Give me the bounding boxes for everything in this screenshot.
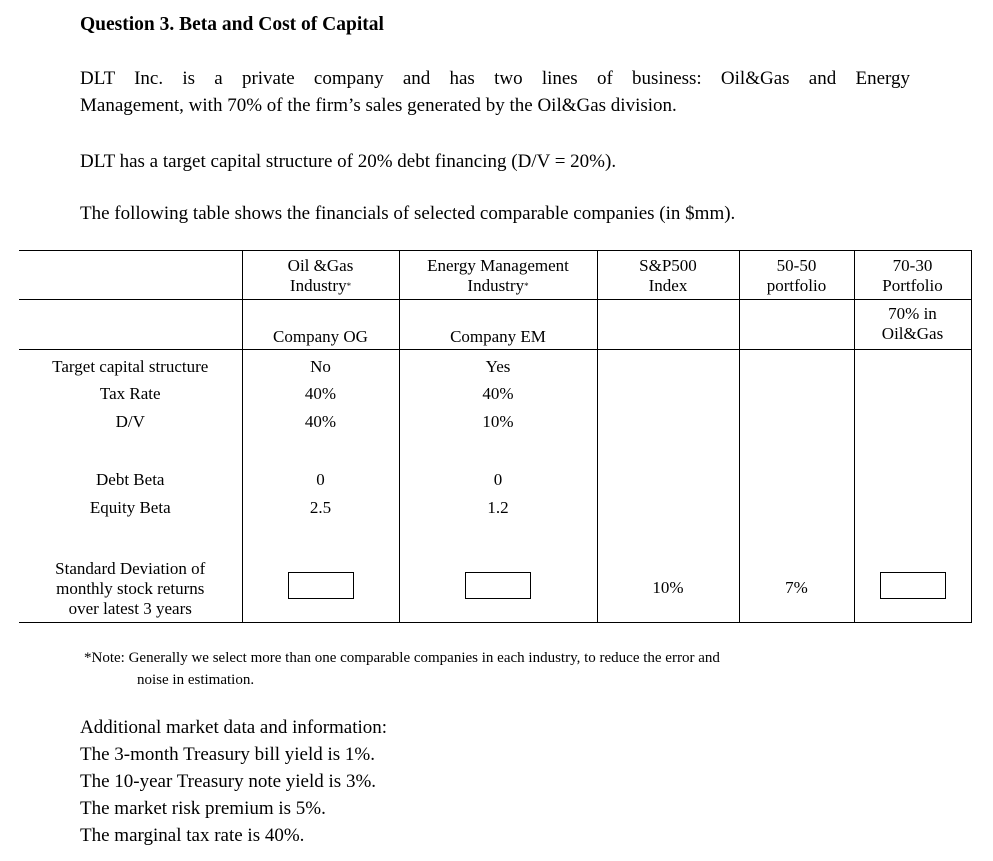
table-intro-text: The following table shows the financials of selected comparable companies (in $mm). xyxy=(80,203,736,224)
row-label: Standard Deviation of monthly stock returns over latest 3 years xyxy=(19,555,242,623)
answer-box-og[interactable] xyxy=(288,572,354,599)
subheader-empty-5050 xyxy=(739,300,854,350)
row-equity-beta xyxy=(19,492,971,555)
header-energy-management: Energy Management Industry* xyxy=(399,251,597,300)
cell-og: 2.5 xyxy=(242,492,399,555)
intro-line-2: Management, with 70% of the firm’s sales generated by the Oil&Gas division. xyxy=(80,95,677,116)
cell-em: 1.2 xyxy=(399,492,597,555)
answer-box-70-30[interactable] xyxy=(880,572,946,599)
cell-em: Yes xyxy=(399,350,597,378)
header-50-50-portfolio: 50-50 portfolio xyxy=(739,251,854,300)
cell-og: 40% xyxy=(242,406,399,464)
financials-table xyxy=(19,250,972,623)
row-label: Equity Beta xyxy=(19,492,242,555)
cell-em: 40% xyxy=(399,378,597,406)
intro-line-1: DLT Inc. is a private company and has two lines of business: Oil&Gas and Energy xyxy=(80,68,910,89)
row-label: Target capital structure xyxy=(19,350,242,378)
row-label: D/V xyxy=(19,406,242,464)
note-line-1: *Note: Generally we select more than one comparable companies in each industry, to reduce the error and xyxy=(84,650,720,666)
tbill-yield: The 3-month Treasury bill yield is 1%. xyxy=(80,744,376,765)
capital-structure-text: DLT has a target capital structure of 20% debt financing (D/V = 20%). xyxy=(80,151,617,172)
subheader-company-og: Company OG xyxy=(242,300,399,350)
header-row xyxy=(19,251,971,300)
cell-og: 40% xyxy=(242,378,399,406)
answer-box-em[interactable] xyxy=(465,572,531,599)
row-standard-deviation xyxy=(19,555,971,623)
row-target-capital-structure xyxy=(19,350,971,378)
subheader-company-em: Company EM xyxy=(399,300,597,350)
row-tax-rate xyxy=(19,378,971,406)
header-sp500: S&P500 Index xyxy=(597,251,739,300)
subheader-empty-sp xyxy=(597,300,739,350)
header-70-30-portfolio: 70-30 Portfolio xyxy=(854,251,971,300)
tnote-yield: The 10-year Treasury note yield is 3%. xyxy=(80,771,377,792)
cell-em: 0 xyxy=(399,464,597,492)
subheader-empty-cell xyxy=(19,300,242,350)
cell-og xyxy=(242,555,399,623)
row-label: Tax Rate xyxy=(19,378,242,406)
cell-og: 0 xyxy=(242,464,399,492)
cell-em xyxy=(399,555,597,623)
row-dv xyxy=(19,406,971,464)
page-title: Question 3. Beta and Cost of Capital xyxy=(80,14,384,35)
row-debt-beta xyxy=(19,464,971,492)
row-label: Debt Beta xyxy=(19,464,242,492)
subheader-row xyxy=(19,300,971,350)
header-oil-gas: Oil &Gas Industry* xyxy=(242,251,399,300)
cell-50-50: 7% xyxy=(739,555,854,623)
cell-em: 10% xyxy=(399,406,597,464)
cell-70-30 xyxy=(854,555,971,623)
cell-og: No xyxy=(242,350,399,378)
note-line-2: noise in estimation. xyxy=(137,672,255,688)
header-empty-cell xyxy=(19,251,242,300)
subheader-70-in-oilgas: 70% in Oil&Gas xyxy=(854,300,971,350)
additional-heading: Additional market data and information: xyxy=(80,717,388,738)
cell-sp500: 10% xyxy=(597,555,739,623)
marginal-tax-rate: The marginal tax rate is 40%. xyxy=(80,825,305,846)
market-risk-premium: The market risk premium is 5%. xyxy=(80,798,326,819)
